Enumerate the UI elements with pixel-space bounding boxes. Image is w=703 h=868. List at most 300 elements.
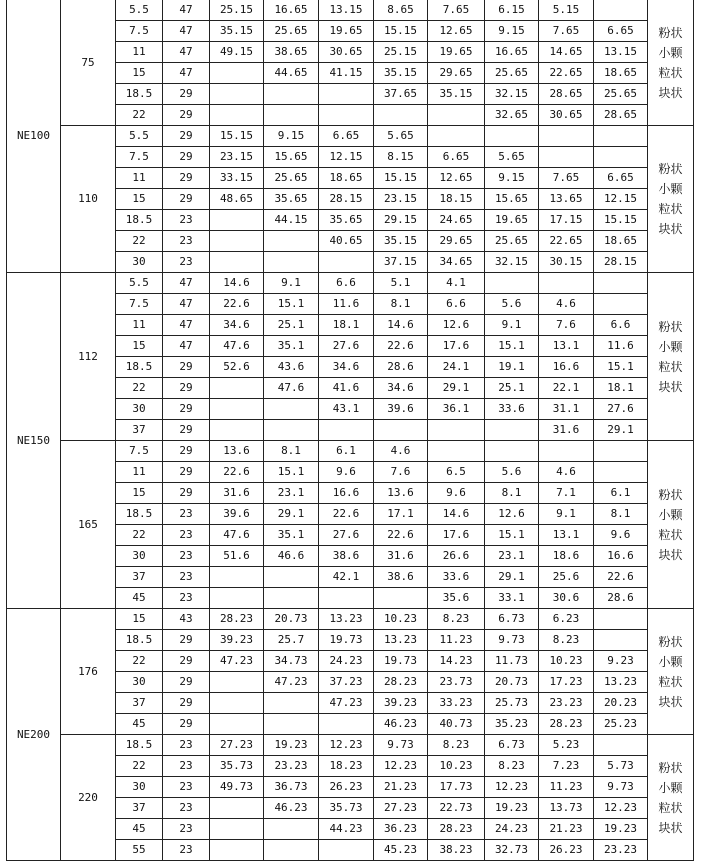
material-form-cell <box>648 735 694 861</box>
material-form-label: 小颗 <box>658 507 683 522</box>
value-cell: 24.1 <box>428 357 485 378</box>
speed-cell: 23 <box>163 210 210 231</box>
value-cell <box>485 126 539 147</box>
value-cell: 17.73 <box>428 777 485 798</box>
value-cell <box>319 420 374 441</box>
speed-cell: 29 <box>163 399 210 420</box>
value-cell: 18.1 <box>594 378 648 399</box>
value-cell: 9.15 <box>485 168 539 189</box>
value-cell <box>594 147 648 168</box>
speed-cell: 23 <box>163 798 210 819</box>
value-cell: 25.65 <box>264 168 319 189</box>
value-cell: 47.23 <box>210 651 264 672</box>
value-cell <box>485 273 539 294</box>
value-cell: 17.15 <box>539 210 594 231</box>
power-cell: 37 <box>116 567 163 588</box>
material-form-label: 粉状 <box>658 319 683 334</box>
value-cell: 15.15 <box>594 210 648 231</box>
speed-cell: 47 <box>163 42 210 63</box>
value-cell: 18.15 <box>428 189 485 210</box>
value-cell: 37.15 <box>374 252 428 273</box>
material-form-cell <box>648 441 694 609</box>
value-cell: 6.1 <box>319 441 374 462</box>
material-form-label: 块状 <box>658 547 683 562</box>
value-cell: 8.1 <box>374 294 428 315</box>
material-form-label: 小颗 <box>658 182 683 196</box>
power-cell: 7.5 <box>116 294 163 315</box>
value-cell: 28.65 <box>594 105 648 126</box>
value-cell: 29.15 <box>374 210 428 231</box>
value-cell: 23.23 <box>594 840 648 861</box>
value-cell: 14.6 <box>210 273 264 294</box>
value-cell: 25.15 <box>374 42 428 63</box>
value-cell: 47.23 <box>319 693 374 714</box>
value-cell: 25.1 <box>485 378 539 399</box>
value-cell: 9.6 <box>594 525 648 546</box>
value-cell <box>264 252 319 273</box>
value-cell: 4.6 <box>374 441 428 462</box>
value-cell: 49.15 <box>210 42 264 63</box>
power-cell: 18.5 <box>116 504 163 525</box>
value-cell <box>264 819 319 840</box>
value-cell: 48.65 <box>210 189 264 210</box>
speed-cell: 29 <box>163 672 210 693</box>
value-cell: 14.6 <box>374 315 428 336</box>
value-cell: 19.23 <box>594 819 648 840</box>
value-cell: 13.23 <box>374 630 428 651</box>
value-cell <box>264 420 319 441</box>
value-cell <box>594 735 648 756</box>
speed-cell: 23 <box>163 504 210 525</box>
power-cell: 5.5 <box>116 126 163 147</box>
value-cell: 26.23 <box>319 777 374 798</box>
value-cell: 22.6 <box>319 504 374 525</box>
speed-cell: 23 <box>163 777 210 798</box>
value-cell: 16.6 <box>594 546 648 567</box>
value-cell: 18.1 <box>319 315 374 336</box>
value-cell: 28.23 <box>374 672 428 693</box>
value-cell: 13.73 <box>539 798 594 819</box>
value-cell: 47.6 <box>210 336 264 357</box>
value-cell: 21.23 <box>374 777 428 798</box>
speed-cell: 29 <box>163 630 210 651</box>
power-cell: 22 <box>116 651 163 672</box>
value-cell <box>210 105 264 126</box>
value-cell <box>210 378 264 399</box>
value-cell: 29.1 <box>485 567 539 588</box>
value-cell: 39.6 <box>210 504 264 525</box>
value-cell: 7.6 <box>374 462 428 483</box>
value-cell: 32.15 <box>485 252 539 273</box>
value-cell: 18.6 <box>539 546 594 567</box>
power-cell: 15 <box>116 336 163 357</box>
power-cell: 45 <box>116 588 163 609</box>
value-cell: 17.6 <box>428 525 485 546</box>
value-cell <box>539 273 594 294</box>
value-cell: 5.6 <box>485 462 539 483</box>
speed-cell: 23 <box>163 735 210 756</box>
value-cell <box>264 399 319 420</box>
value-cell: 12.6 <box>485 504 539 525</box>
table-row <box>7 609 694 630</box>
value-cell: 45.23 <box>374 840 428 861</box>
power-cell: 5.5 <box>116 273 163 294</box>
value-cell: 13.65 <box>539 189 594 210</box>
value-cell: 9.1 <box>264 273 319 294</box>
value-cell: 35.15 <box>374 231 428 252</box>
value-cell: 47.23 <box>264 672 319 693</box>
value-cell <box>594 126 648 147</box>
value-cell: 14.6 <box>428 504 485 525</box>
value-cell: 15.1 <box>485 525 539 546</box>
value-cell: 12.23 <box>485 777 539 798</box>
value-cell: 12.65 <box>428 168 485 189</box>
value-cell <box>210 567 264 588</box>
value-cell: 15.15 <box>374 21 428 42</box>
value-cell <box>210 399 264 420</box>
value-cell: 16.6 <box>539 357 594 378</box>
value-cell <box>374 105 428 126</box>
value-cell <box>264 714 319 735</box>
value-cell <box>485 420 539 441</box>
value-cell: 7.6 <box>539 315 594 336</box>
value-cell: 8.1 <box>594 504 648 525</box>
value-cell: 17.23 <box>539 672 594 693</box>
frame-cell: 165 <box>61 441 116 609</box>
value-cell: 25.65 <box>264 21 319 42</box>
speed-cell: 29 <box>163 483 210 504</box>
value-cell: 23.23 <box>539 693 594 714</box>
value-cell <box>210 252 264 273</box>
value-cell: 16.6 <box>319 483 374 504</box>
power-cell: 30 <box>116 777 163 798</box>
value-cell: 20.23 <box>594 693 648 714</box>
value-cell: 42.1 <box>319 567 374 588</box>
material-form-cell <box>648 126 694 273</box>
speed-cell: 29 <box>163 462 210 483</box>
value-cell: 19.65 <box>485 210 539 231</box>
value-cell: 28.15 <box>319 189 374 210</box>
value-cell: 29.1 <box>428 378 485 399</box>
material-form-label: 块状 <box>658 222 683 236</box>
speed-cell: 29 <box>163 168 210 189</box>
value-cell: 27.6 <box>319 336 374 357</box>
value-cell: 13.23 <box>319 609 374 630</box>
power-cell: 5.5 <box>116 0 163 21</box>
value-cell: 18.65 <box>594 231 648 252</box>
value-cell: 14.23 <box>428 651 485 672</box>
power-cell: 22 <box>116 756 163 777</box>
value-cell: 30.15 <box>539 252 594 273</box>
value-cell: 27.6 <box>319 525 374 546</box>
value-cell: 5.1 <box>374 273 428 294</box>
spec-table <box>6 0 694 861</box>
power-cell: 30 <box>116 399 163 420</box>
value-cell: 28.15 <box>594 252 648 273</box>
speed-cell: 23 <box>163 819 210 840</box>
value-cell: 28.6 <box>374 357 428 378</box>
value-cell: 25.1 <box>264 315 319 336</box>
value-cell: 37.23 <box>319 672 374 693</box>
value-cell <box>210 588 264 609</box>
speed-cell: 29 <box>163 147 210 168</box>
power-cell: 22 <box>116 378 163 399</box>
power-cell: 55 <box>116 840 163 861</box>
value-cell: 9.15 <box>485 21 539 42</box>
power-cell: 7.5 <box>116 441 163 462</box>
value-cell <box>210 63 264 84</box>
value-cell: 8.1 <box>485 483 539 504</box>
power-cell: 37 <box>116 693 163 714</box>
value-cell: 35.15 <box>210 21 264 42</box>
value-cell: 25.65 <box>485 231 539 252</box>
value-cell: 11.73 <box>485 651 539 672</box>
value-cell: 6.15 <box>485 0 539 21</box>
value-cell: 37.65 <box>374 84 428 105</box>
value-cell: 18.65 <box>594 63 648 84</box>
power-cell: 11 <box>116 42 163 63</box>
value-cell: 11.6 <box>594 336 648 357</box>
frame-cell: 75 <box>61 0 116 126</box>
value-cell: 4.1 <box>428 273 485 294</box>
value-cell <box>264 693 319 714</box>
value-cell: 31.6 <box>374 546 428 567</box>
value-cell: 5.65 <box>374 126 428 147</box>
value-cell: 29.1 <box>594 420 648 441</box>
material-form-label: 粒状 <box>658 202 683 216</box>
value-cell: 6.23 <box>539 609 594 630</box>
value-cell: 38.6 <box>374 567 428 588</box>
material-form-label: 粒状 <box>658 65 683 80</box>
value-cell <box>264 231 319 252</box>
value-cell: 24.23 <box>485 819 539 840</box>
value-cell: 19.73 <box>374 651 428 672</box>
value-cell <box>428 420 485 441</box>
value-cell: 5.23 <box>539 735 594 756</box>
value-cell: 25.15 <box>210 0 264 21</box>
material-form-label: 粉状 <box>658 162 683 176</box>
power-cell: 30 <box>116 546 163 567</box>
value-cell: 22.6 <box>210 462 264 483</box>
value-cell: 8.65 <box>374 0 428 21</box>
speed-cell: 29 <box>163 378 210 399</box>
material-form-label: 块状 <box>658 85 683 100</box>
value-cell: 20.73 <box>485 672 539 693</box>
value-cell: 40.73 <box>428 714 485 735</box>
model-cell: NE100 <box>7 0 61 273</box>
value-cell: 32.73 <box>485 840 539 861</box>
value-cell: 16.65 <box>264 0 319 21</box>
value-cell: 15.1 <box>264 462 319 483</box>
value-cell: 7.23 <box>539 756 594 777</box>
value-cell: 51.6 <box>210 546 264 567</box>
speed-cell: 29 <box>163 714 210 735</box>
value-cell: 5.15 <box>539 0 594 21</box>
value-cell: 33.6 <box>428 567 485 588</box>
value-cell: 8.1 <box>264 441 319 462</box>
value-cell: 22.6 <box>374 525 428 546</box>
value-cell: 8.23 <box>428 609 485 630</box>
value-cell: 24.65 <box>428 210 485 231</box>
value-cell: 12.23 <box>594 798 648 819</box>
value-cell: 39.23 <box>210 630 264 651</box>
value-cell: 35.6 <box>428 588 485 609</box>
value-cell: 18.65 <box>319 168 374 189</box>
value-cell: 5.73 <box>594 756 648 777</box>
value-cell: 15.65 <box>485 189 539 210</box>
value-cell <box>539 126 594 147</box>
value-cell: 49.73 <box>210 777 264 798</box>
material-form-cell <box>648 0 694 126</box>
table-row <box>7 0 694 21</box>
value-cell: 35.65 <box>264 189 319 210</box>
speed-cell: 29 <box>163 357 210 378</box>
speed-cell: 29 <box>163 126 210 147</box>
value-cell: 47.6 <box>210 525 264 546</box>
value-cell <box>485 441 539 462</box>
value-cell: 17.6 <box>428 336 485 357</box>
value-cell: 9.1 <box>539 504 594 525</box>
value-cell: 35.15 <box>374 63 428 84</box>
power-cell: 7.5 <box>116 21 163 42</box>
value-cell: 9.73 <box>594 777 648 798</box>
value-cell: 32.15 <box>485 84 539 105</box>
value-cell: 6.65 <box>319 126 374 147</box>
value-cell: 29.1 <box>264 504 319 525</box>
model-cell: NE200 <box>7 609 61 861</box>
power-cell: 30 <box>116 672 163 693</box>
value-cell: 19.1 <box>485 357 539 378</box>
power-cell: 22 <box>116 525 163 546</box>
material-form-label: 小颗 <box>658 45 683 60</box>
value-cell: 34.6 <box>374 378 428 399</box>
value-cell: 19.23 <box>264 735 319 756</box>
value-cell: 23.1 <box>485 546 539 567</box>
value-cell: 27.23 <box>374 798 428 819</box>
value-cell: 20.73 <box>264 609 319 630</box>
value-cell: 9.23 <box>594 651 648 672</box>
value-cell <box>539 441 594 462</box>
value-cell: 12.6 <box>428 315 485 336</box>
power-cell: 18.5 <box>116 735 163 756</box>
value-cell <box>210 420 264 441</box>
value-cell: 8.23 <box>539 630 594 651</box>
value-cell: 15.15 <box>210 126 264 147</box>
value-cell: 22.65 <box>539 231 594 252</box>
value-cell: 9.6 <box>428 483 485 504</box>
value-cell <box>319 252 374 273</box>
value-cell: 36.1 <box>428 399 485 420</box>
value-cell: 7.65 <box>539 168 594 189</box>
power-cell: 11 <box>116 168 163 189</box>
value-cell: 47.6 <box>264 378 319 399</box>
material-form-cell <box>648 609 694 735</box>
value-cell: 22.1 <box>539 378 594 399</box>
speed-cell: 29 <box>163 84 210 105</box>
value-cell: 46.23 <box>374 714 428 735</box>
value-cell: 32.65 <box>485 105 539 126</box>
value-cell: 6.6 <box>594 315 648 336</box>
table-row <box>7 273 694 294</box>
value-cell <box>319 588 374 609</box>
value-cell: 13.15 <box>594 42 648 63</box>
value-cell: 25.6 <box>539 567 594 588</box>
power-cell: 15 <box>116 189 163 210</box>
value-cell <box>594 0 648 21</box>
value-cell: 7.65 <box>428 0 485 21</box>
speed-cell: 47 <box>163 315 210 336</box>
power-cell: 45 <box>116 819 163 840</box>
value-cell: 15.1 <box>594 357 648 378</box>
value-cell: 13.23 <box>594 672 648 693</box>
value-cell: 26.6 <box>428 546 485 567</box>
power-cell: 22 <box>116 231 163 252</box>
value-cell: 36.23 <box>374 819 428 840</box>
speed-cell: 29 <box>163 420 210 441</box>
speed-cell: 23 <box>163 840 210 861</box>
value-cell: 28.23 <box>210 609 264 630</box>
value-cell: 24.23 <box>319 651 374 672</box>
value-cell: 23.15 <box>210 147 264 168</box>
value-cell <box>594 462 648 483</box>
power-cell: 11 <box>116 462 163 483</box>
material-form-label: 粒状 <box>658 674 683 689</box>
value-cell: 33.15 <box>210 168 264 189</box>
value-cell: 23.73 <box>428 672 485 693</box>
value-cell <box>428 126 485 147</box>
value-cell: 23.1 <box>264 483 319 504</box>
material-form-label: 小颗 <box>658 654 683 669</box>
power-cell: 37 <box>116 798 163 819</box>
material-form-label: 粒状 <box>658 359 683 374</box>
value-cell <box>210 231 264 252</box>
value-cell <box>594 609 648 630</box>
value-cell: 35.1 <box>264 336 319 357</box>
speed-cell: 29 <box>163 105 210 126</box>
value-cell: 9.6 <box>319 462 374 483</box>
value-cell <box>264 588 319 609</box>
value-cell: 38.23 <box>428 840 485 861</box>
speed-cell: 47 <box>163 273 210 294</box>
material-form-label: 粒状 <box>658 800 683 815</box>
value-cell: 33.23 <box>428 693 485 714</box>
table-row <box>7 126 694 147</box>
value-cell: 41.6 <box>319 378 374 399</box>
value-cell: 52.6 <box>210 357 264 378</box>
value-cell <box>264 84 319 105</box>
value-cell <box>428 105 485 126</box>
value-cell <box>210 819 264 840</box>
material-form-label: 小颗 <box>658 780 683 795</box>
material-form-label: 粉状 <box>658 487 683 502</box>
value-cell: 40.65 <box>319 231 374 252</box>
power-cell: 7.5 <box>116 147 163 168</box>
value-cell: 7.65 <box>539 21 594 42</box>
power-cell: 18.5 <box>116 210 163 231</box>
value-cell: 9.15 <box>264 126 319 147</box>
frame-cell: 112 <box>61 273 116 441</box>
speed-cell: 23 <box>163 588 210 609</box>
value-cell: 5.65 <box>485 147 539 168</box>
value-cell <box>210 840 264 861</box>
value-cell: 6.65 <box>594 168 648 189</box>
value-cell: 44.65 <box>264 63 319 84</box>
value-cell: 9.73 <box>374 735 428 756</box>
value-cell: 25.65 <box>485 63 539 84</box>
value-cell: 4.6 <box>539 294 594 315</box>
value-cell: 6.1 <box>594 483 648 504</box>
value-cell: 34.65 <box>428 252 485 273</box>
